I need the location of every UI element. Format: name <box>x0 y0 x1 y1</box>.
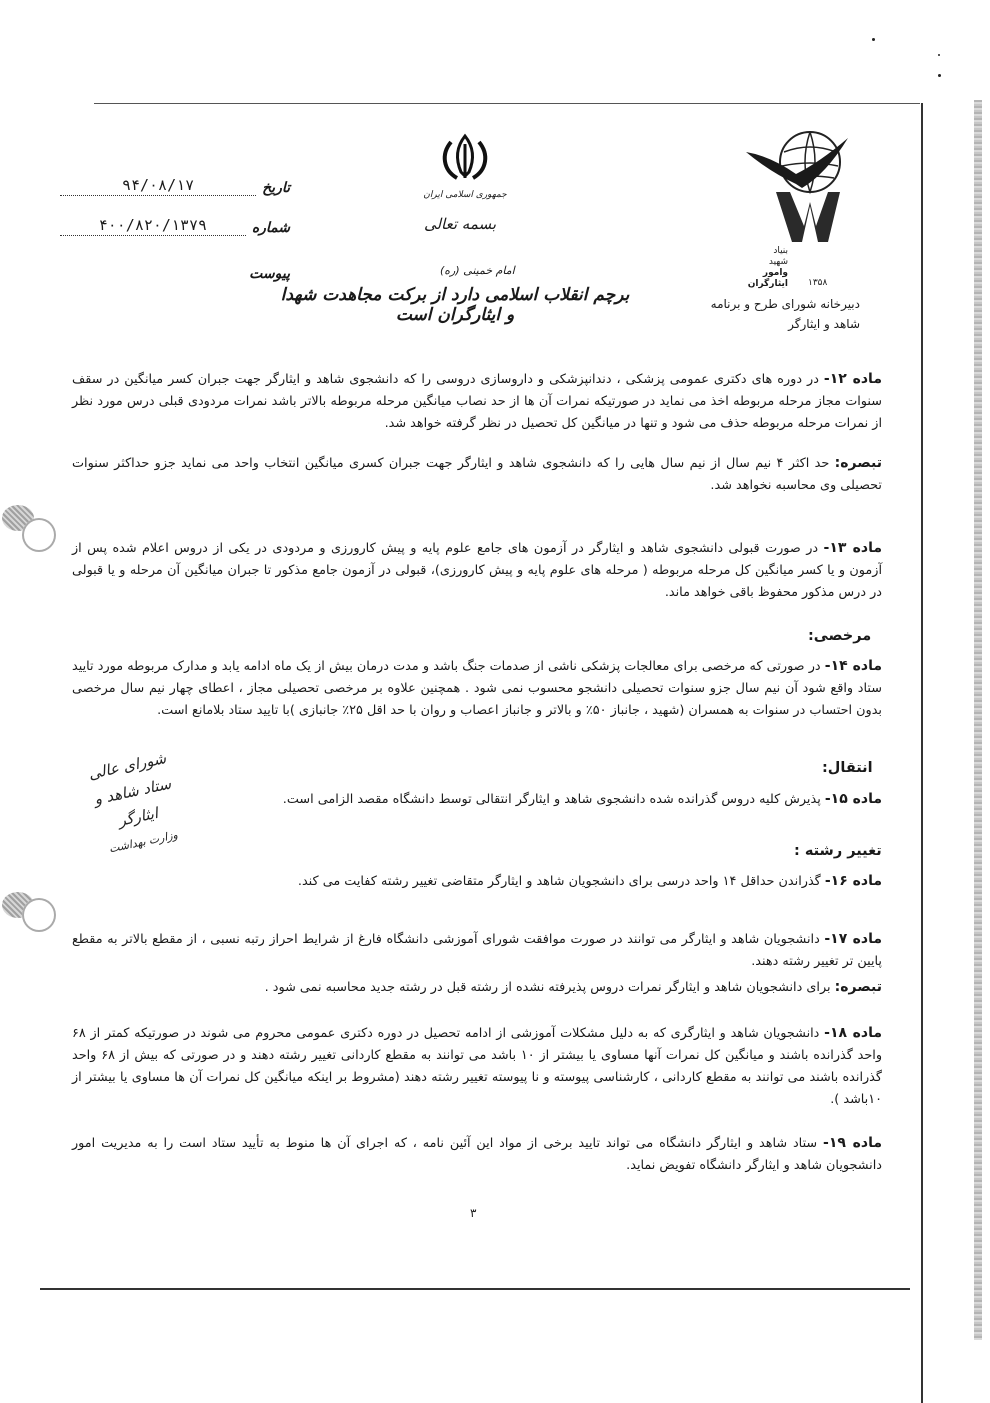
article-text: در صورت قبولی دانشجوی شاهد و ایثارگر در آزمون های جامع علوم پایه و پیش کارورزی و مردودی در یکی از دروس اعلام شده پس از آزمون و یا کسر میانگین کل مرحله مربوطه ( مرحله های علوم پایه و پیش کارورزی)، قبولی در آزمون جامع مذکور تا جبران میانگین آن مرحله و یا قبولی در درس مذکور محفوظ باقی خواهد ماند. <box>72 541 882 600</box>
article-text: ستاد شاهد و ایثارگر دانشگاه می تواند تایید برخی از مواد این آئین نامه ، که اجرای آن ها منوط به تأیید ستاد است را به مدیریت امور دانشجویان شاهد و ایثارگر دانشگاه تفویض نماید. <box>72 1136 882 1173</box>
martyr-foundation-logo-icon <box>740 122 850 252</box>
logo-year: ۱۳۵۸ <box>808 278 828 288</box>
attachment-row <box>60 254 290 282</box>
attachment-label: پیوست <box>249 266 290 282</box>
scan-speck <box>938 54 940 56</box>
article-text: پذیرش کلیه دروس گذرانده شده دانشجوی شاهد و ایثارگر انتقالی توسط دانشگاه مقصد الزامی است. <box>282 792 821 807</box>
number-row <box>60 208 290 236</box>
note-label: تبصره: <box>834 979 882 995</box>
organization-name <box>700 294 860 334</box>
article-text: در دوره های دکتری عمومی پزشکی ، دندانپزشکی و داروسازی دروسی را که دانشجوی شاهد و ایثارگر جهت جبران کسر میانگین در سقف سنوات مجاز مرحله مربوطه اخذ می نماید در صورتیکه نمرات آن ها از حد نصاب میانگین مرحله مربوطه بالاتر باشد نمرات مردودی قبلی درس مورد نظر از نمرات مرحله مربوطه حذف می شود و تنها در میانگین کل تحصیل در نظر گرفته خواهد شد. <box>72 372 882 431</box>
article-19 <box>72 1132 882 1177</box>
article-12-note <box>72 452 882 497</box>
punch-hole-top <box>22 518 56 552</box>
article-17-note <box>72 976 882 999</box>
scan-edge-strip <box>974 100 982 1340</box>
article-label: ماده ۱۴- <box>824 658 882 674</box>
punch-hole-bottom <box>22 898 56 932</box>
national-emblem <box>420 132 510 200</box>
article-text: دانشجویان شاهد و ایثارگری که به دلیل مشکلات آموزشی از ادامه تحصیل در دوره دکتری عمومی محروم می شوند در صورتیکه کمتر از ۶۸ واحد گذرانده باشند و میانگین کل نمرات آنها مساوی یا بیشتر از ۱۰ باشد می توانند به مقطع کاردانی تغییر رشته دهند و در صورتی که بیش از ۶۸ واحد گذرانده باشند می توانند به مقطع کاردانی ، کارشناسی پیوسته و نا پیوسته تغییر رشته دهند (مشروط بر اینکه میانگین کل نمرات آن ها مساوی یا بیشتر از ۱۰باشد ). <box>72 1026 883 1107</box>
handwritten-stamp <box>71 742 204 882</box>
stamp-line: شورای عالی <box>86 749 168 784</box>
article-label: ماده ۱۵- <box>824 791 882 807</box>
article-17 <box>72 928 882 973</box>
article-label: ماده ۱۳- <box>823 540 883 556</box>
date-value: ۹۴/۰۸/۱۷ <box>60 176 256 196</box>
article-text: در صورتی که مرخصی برای معالجات پزشکی ناشی از صدمات جنگ باشد و مدت درمان بیش از یک ماه ادامه یابد و مدارک مربوطه مورد تایید ستاد واقع شود آن نیم سال جزو سنوات تحصیلی دانشجو محسوب نمی شود . همچنین علاوه بر مرخصی تحصیلی مجاز ، اعطای چهار نیم سال مرخصی بدون احتساب در سنوات به همسران (شهید ، جانباز ۵۰٪ و بالاتر و جانباز اعصاب و روان با حد اقل ۲۵٪ جانبازی )با تایید ستاد بلامانع است. <box>72 659 882 718</box>
logo-caption-line: بنیاد <box>773 246 788 256</box>
logo-caption <box>738 246 788 290</box>
article-18 <box>72 1022 882 1111</box>
bottom-rule <box>40 1288 910 1290</box>
article-12 <box>72 368 882 435</box>
iran-emblem-icon <box>435 132 495 184</box>
number-value: ۴۰۰/۸۲۰/۱۳۷۹ <box>60 216 246 236</box>
date-row <box>60 168 290 196</box>
stamp-line: وزارت بهداشت <box>107 828 179 856</box>
imam-attribution: امام خمینی (ره) <box>440 264 515 277</box>
section-heading-leave: مرخصی: <box>808 628 872 644</box>
scan-speck <box>872 38 875 41</box>
date-label: تاریخ <box>262 180 290 196</box>
organization-line: دبیرخانه شورای طرح و برنامه <box>710 297 860 311</box>
article-16 <box>72 870 882 893</box>
number-label: شماره <box>251 220 290 236</box>
article-label: ماده ۱۲- <box>823 371 882 387</box>
article-13 <box>72 537 882 604</box>
note-text: برای دانشجویان شاهد و ایثارگر نمرات دروس پذیرفته نشده از رشته قبل در رشته جدید محاسبه نمی شود . <box>264 980 831 995</box>
emblem-caption: جمهوری اسلامی ایران <box>423 190 507 200</box>
article-label: ماده ۱۸- <box>824 1025 882 1041</box>
article-text: دانشجویان شاهد و ایثارگر می توانند در صورت موافقت شورای آموزشی دانشگاه فارغ از شرایط احراز رتبه نسبی ، از مقطع بالاتر به مقطع پایین تر تغییر رشته دهند. <box>72 932 882 969</box>
section-heading-change-major: تغییر رشته : <box>794 843 882 859</box>
article-15 <box>72 788 882 811</box>
page-number: ۳ <box>470 1206 477 1220</box>
article-label: ماده ۱۶- <box>824 873 882 889</box>
organization-line: شاهد و ایثارگر <box>788 317 860 331</box>
bismillah: بسمه تعالی <box>423 215 497 233</box>
top-rule <box>94 103 920 104</box>
logo-caption-line: وامور ایثارگران <box>747 268 788 289</box>
note-text: حد اکثر ۴ نیم سال از نیم سال هایی را که دانشجوی شاهد و ایثارگر جهت جبران کسری میانگین انتخاب واحد می نماید جزو حداکثر سنوات تحصیلی وی محاسبه نخواهد شد. <box>72 456 882 493</box>
right-margin-rule <box>921 103 923 1403</box>
article-14 <box>72 655 882 722</box>
section-heading-transfer: انتقال: <box>822 760 873 776</box>
article-label: ماده ۱۷- <box>824 931 882 947</box>
article-label: ماده ۱۹- <box>823 1135 882 1151</box>
scan-speck <box>938 74 941 77</box>
attachment-value <box>60 281 243 282</box>
stamp-line: ستاد شاهد و ایثارگر <box>92 774 173 830</box>
note-label: تبصره: <box>834 455 882 471</box>
logo-caption-line: شهید <box>768 257 788 267</box>
article-text: گذراندن حداقل ۱۴ واحد درسی برای دانشجویان شاهد و ایثارگر متقاضی تغییر رشته کفایت می کند. <box>297 874 821 889</box>
header-motto: برچم انقلاب اسلامی دارد از برکت مجاهدت شهدا و ایثارگران است <box>280 285 630 325</box>
